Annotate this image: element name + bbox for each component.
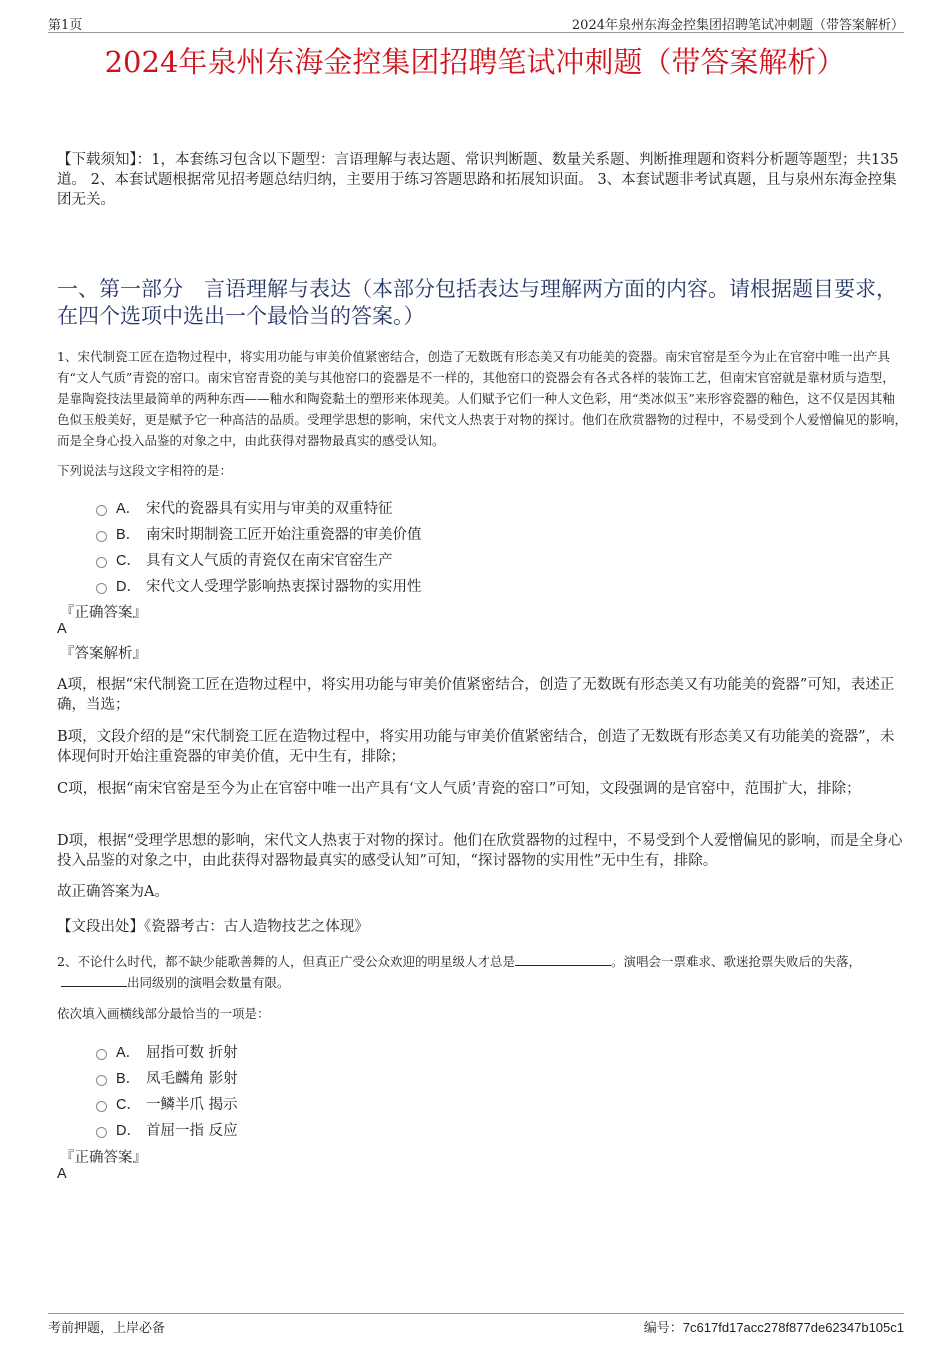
q1-analysis-b: B项，文段介绍的是“宋代制瓷工匠在造物过程中，将实用功能与审美价值紧密结合，创造了无数既有形态美又有功能美的瓷器”，未体现何时开始注重瓷器的审美价值，无中生有，排除； [57, 729, 895, 765]
radio-icon[interactable] [96, 583, 107, 594]
q1-conclusion: 故正确答案为A。 [57, 884, 169, 900]
section-title: 一、第一部分 言语理解与表达（本部分包括表达与理解两方面的内容。请根据题目要求，在四个选项中选出一个最恰当的答案。） [57, 277, 897, 328]
radio-icon[interactable] [96, 1127, 107, 1138]
page-footer [48, 1313, 904, 1336]
q1-answer: A [57, 621, 67, 637]
radio-icon[interactable] [96, 557, 107, 568]
radio-icon[interactable] [96, 1101, 107, 1112]
q1-analysis-a: A项，根据“宋代制瓷工匠在造物过程中，将实用功能与审美价值紧密结合，创造了无数既有形态美又有功能美的瓷器”可知，表述正确，当选； [57, 677, 895, 713]
q1-option-a[interactable]: A． 宋代的瓷器具有实用与审美的双重特征 [96, 494, 422, 520]
q2-option-d[interactable]: D． 首屈一指 反应 [96, 1116, 238, 1142]
page-header [48, 14, 904, 33]
q2-options [96, 1038, 238, 1142]
q1-source: 【文段出处】《瓷器考古：古人造物技艺之体现》 [57, 919, 369, 935]
footer-slogan: 考前押题，上岸必备 [48, 1321, 166, 1336]
q2-answer-label: 『正确答案』 [60, 1150, 147, 1166]
q2-option-c[interactable]: C． 一鳞半爪 揭示 [96, 1090, 238, 1116]
download-notice: 【下载须知】：1，本套练习包含以下题型：言语理解与表达题、常识判断题、数量关系题、判断推理题和资料分析题等题型；共135道。 2、本套试题根据常见招考题总结归纳，主要用于练习答题思路和拓展知识面。 3、本套试题非考试真题，且与泉州东海金控集团无关。 [57, 152, 899, 208]
q1-analysis-label: 『答案解析』 [60, 646, 147, 662]
radio-icon[interactable] [96, 505, 107, 516]
q1-analysis-d: D项，根据“受理学思想的影响，宋代文人热衷于对物的探讨。他们在欣赏器物的过程中，不易受到个人爱憎偏见的影响，而是全身心投入品鉴的对象之中，由此获得对器物最真实的感受认知”可知，“探讨器物的实用性”无中生有，排除。 [57, 833, 903, 869]
q1-answer-label: 『正确答案』 [60, 605, 147, 621]
document-title: 2024年泉州东海金控集团招聘笔试冲刺题（带答案解析） [104, 45, 846, 79]
q2-answer: A [57, 1166, 67, 1182]
radio-icon[interactable] [96, 531, 107, 542]
radio-icon[interactable] [96, 1049, 107, 1060]
q2-option-b[interactable]: B． 凤毛麟角 影射 [96, 1064, 238, 1090]
q1-passage: 1、宋代制瓷工匠在造物过程中，将实用功能与审美价值紧密结合，创造了无数既有形态美又有功能美的瓷器。南宋官窑是至今为止在官窑中唯一出产具有“文人气质”青瓷的窑口。南宋官窑青瓷的美与其他窑口的瓷器是不一样的，其他窑口的瓷器会有各式各样的装饰工艺，但南宋官窑就是靠材质与造型，是靠陶瓷技法里最简单的两种东西——釉水和陶瓷黏土的塑形来体现美。人们赋予它们一种人文色彩，用“类冰似玉”来形容瓷器的釉色，这不仅是因其釉色似玉般美好，更是赋予它一种高洁的品质。受理学思想的影响，宋代文人热衷于对物的探讨。他们在欣赏器物的过程中，不易受到个人爱憎偏见的影响，而是全身心投入品鉴的对象之中，由此获得对器物最真实的感受认知。 [57, 349, 908, 448]
q1-options [96, 494, 422, 598]
q1-option-d[interactable]: D． 宋代文人受理学影响热衷探讨器物的实用性 [96, 572, 422, 598]
page-number: 第1页 [48, 18, 83, 33]
q2-blank-2 [61, 974, 127, 987]
q1-prompt: 下列说法与这段文字相符的是： [57, 463, 233, 478]
q2-option-a[interactable]: A． 屈指可数 折射 [96, 1038, 238, 1064]
q2-blank-1 [515, 953, 611, 966]
footer-doc-id: 编号：7c617fd17acc278f877de62347b105c1 [643, 1320, 904, 1336]
q1-analysis-c: C项，根据“南宋官窑是至今为止在官窑中唯一出产具有‘文人气质’青瓷的窑口”可知，文段强调的是官窑中，范围扩大，排除； [57, 781, 861, 797]
header-doc-title: 2024年泉州东海金控集团招聘笔试冲刺题（带答案解析） [571, 18, 904, 33]
radio-icon[interactable] [96, 1075, 107, 1086]
q1-option-b[interactable]: B． 南宋时期制瓷工匠开始注重瓷器的审美价值 [96, 520, 422, 546]
q1-option-c[interactable]: C． 具有文人气质的青瓷仅在南宋官窑生产 [96, 546, 422, 572]
q2-prompt: 依次填入画横线部分最恰当的一项是： [57, 1006, 270, 1021]
q2-passage: 2、不论什么时代，都不缺少能歌善舞的人，但真正广受公众欢迎的明星级人才总是 。演唱会一票难求、歌迷抢票失败后的失落，出同级别的演唱会数量有限。 [57, 954, 861, 990]
